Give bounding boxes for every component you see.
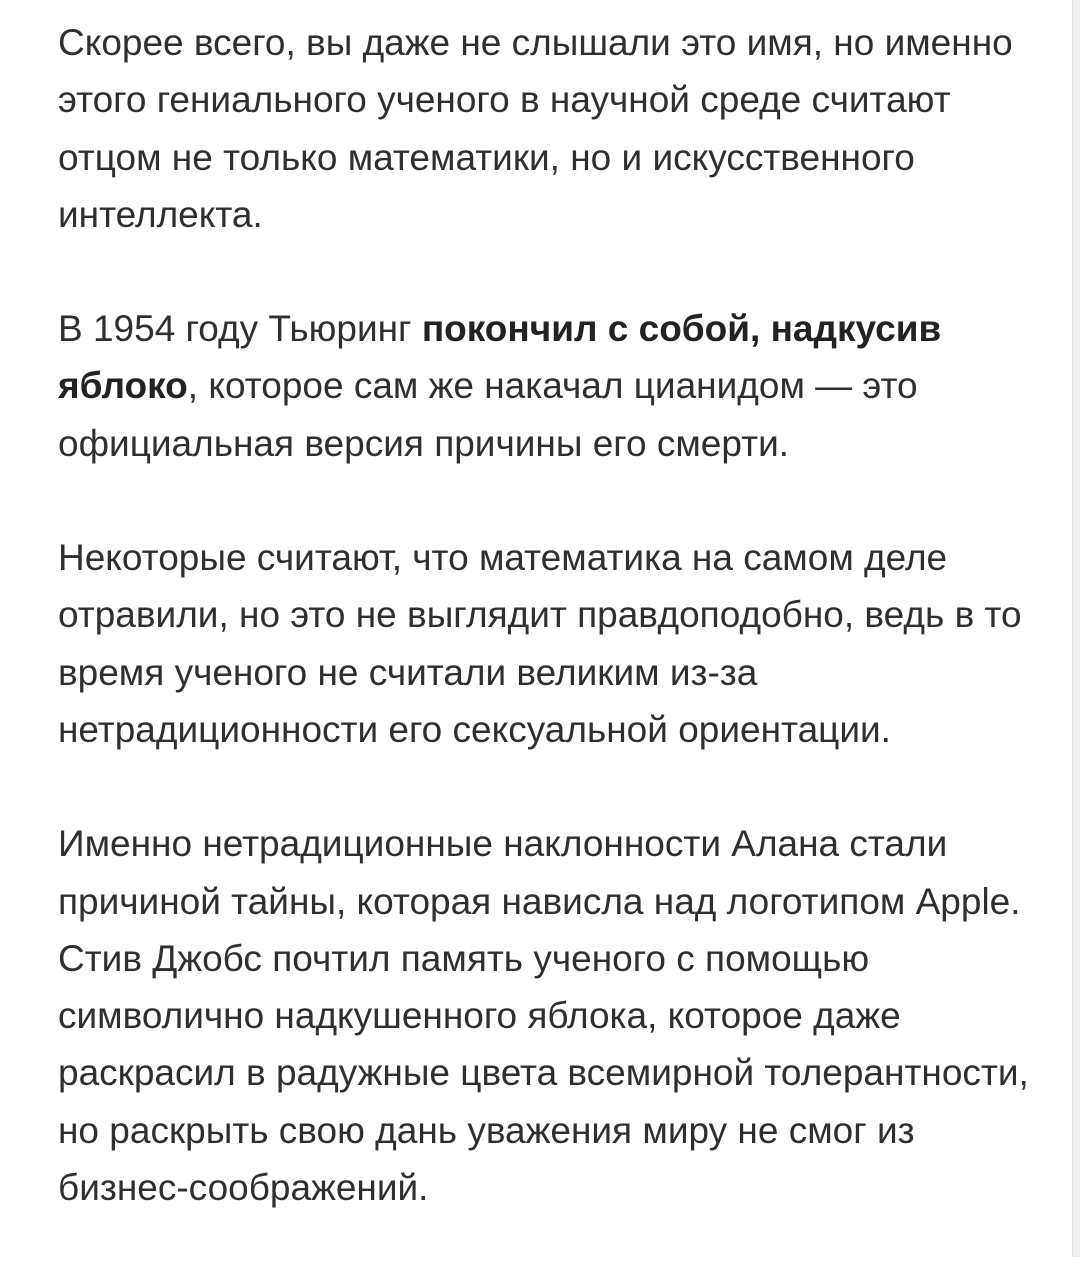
paragraph-3: Некоторые считают, что математика на самом деле отравили, но это не выглядит правдоподобно, ведь в то время ученого не считали великим из-за нетрадиционности его сексуальной ориентации.: [58, 537, 1022, 750]
paragraph-2-text-start: В 1954 году Тьюринг: [58, 308, 422, 350]
article-body: [58, 14, 1038, 1273]
page-edge-divider: [1072, 0, 1080, 1257]
paragraph-2-bold-text: покончил с собой, надкусив яблоко: [58, 308, 942, 407]
paragraph-2-text-end: , которое сам же накачал цианидом — это официальная версия причины его смерти.: [58, 365, 918, 464]
paragraph-2: [58, 300, 1038, 472]
paragraph-4: Именно нетрадиционные наклонности Алана стали причиной тайны, которая нависла над логотипом Apple. Стив Джобс почтил память ученого с помощью символично надкушенного яблока, которое даже раскрасил в радужные цвета всемирной толерантности, но раскрыть свою дань уважения миру не смог из бизнес-соображений.: [58, 823, 1029, 1209]
paragraph-1: Скорее всего, вы даже не слышали это имя, но именно этого гениального ученого в научной среде считают отцом не только математики, но и искусственного интеллекта.: [58, 22, 1013, 235]
